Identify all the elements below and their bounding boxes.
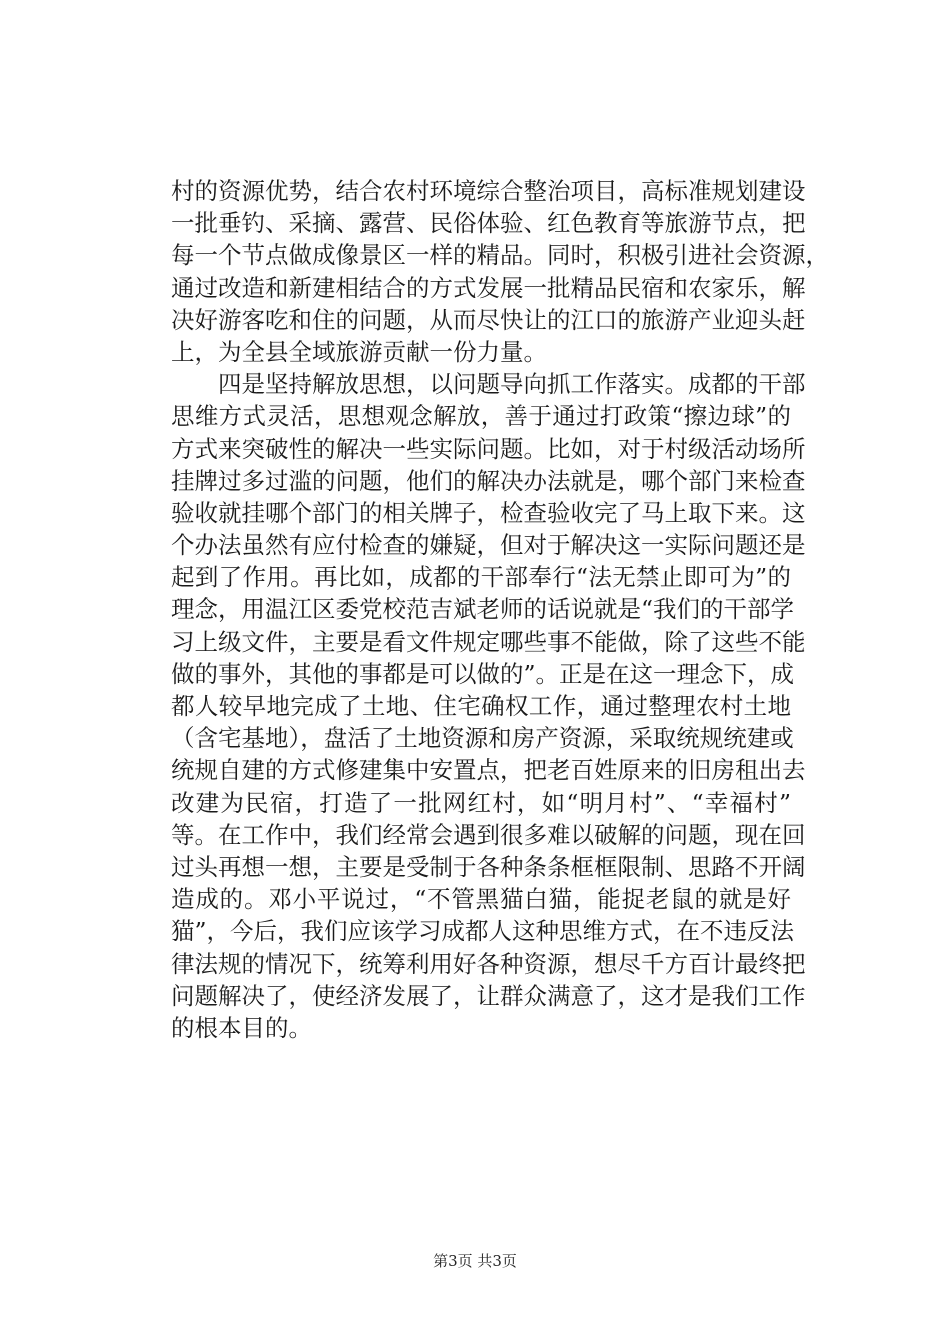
text-line: 上，为全县全域旅游贡献一份力量。 xyxy=(171,337,547,366)
text-line: 挂牌过多过滥的问题，他们的解决办法就是，哪个部门来检查 xyxy=(171,466,806,495)
page-number-label: 第3页 共3页 xyxy=(433,1252,517,1270)
text-line: 问题解决了，使经济发展了，让群众满意了，这才是我们工作 xyxy=(171,981,806,1010)
text-line: 律法规的情况下，统筹利用好各种资源，想尽千方百计最终把 xyxy=(171,949,806,978)
text-line: 造成的。邓小平说过，“不管黑猫白猫，能捉老鼠的就是好 xyxy=(171,885,791,914)
text-line: 做的事外，其他的事都是可以做的”。正是在这一理念下，成 xyxy=(171,659,795,688)
text-line: 理念，用温江区委党校范吉斌老师的话说就是“我们的干部学 xyxy=(171,595,795,624)
text-line: 村的资源优势，结合农村环境综合整治项目，高标准规划建设 xyxy=(171,177,806,205)
text-line: 的根本目的。 xyxy=(171,1013,312,1042)
document-body xyxy=(171,175,829,1044)
text-line: 决好游客吃和住的问题，从而尽快让的江口的旅游产业迎头赶 xyxy=(171,305,806,334)
text-line: 通过改造和新建相结合的方式发展一批精品民宿和农家乐，解 xyxy=(171,273,806,302)
text-line: 个办法虽然有应付检查的嫌疑，但对于解决这一实际问题还是 xyxy=(171,531,806,560)
text-line: 一批垂钓、采摘、露营、民俗体验、红色教育等旅游节点，把 xyxy=(171,209,806,238)
page-footer xyxy=(0,1250,950,1271)
text-line: 统规自建的方式修建集中安置点，把老百姓原来的旧房租出去 xyxy=(171,756,806,785)
text-line: 习上级文件，主要是看文件规定哪些事不能做，除了这些不能 xyxy=(171,627,806,656)
text-line: 改建为民宿，打造了一批网红村，如“明月村”、“幸福村” xyxy=(171,788,791,817)
text-line: 验收就挂哪个部门的相关牌子，检查验收完了马上取下来。这 xyxy=(171,498,806,527)
text-line: 猫”，今后，我们应该学习成都人这种思维方式，在不违反法 xyxy=(171,917,795,946)
text-line: 思维方式灵活，思想观念解放，善于通过打政策“擦边球”的 xyxy=(171,402,791,431)
text-line: 过头再想一想，主要是受制于各种条条框框限制、思路不开阔 xyxy=(171,852,806,881)
text-line: 起到了作用。再比如，成都的干部奉行“法无禁止即可为”的 xyxy=(171,563,791,592)
text-line: 等。在工作中，我们经常会遇到很多难以破解的问题，现在回 xyxy=(171,820,806,849)
text-line: （含宅基地），盘活了土地资源和房产资源，采取统规统建或 xyxy=(171,724,794,753)
text-line: 都人较早地完成了土地、住宅确权工作，通过整理农村土地 xyxy=(171,692,791,720)
text-line: 方式来突破性的解决一些实际问题。比如，对于村级活动场所 xyxy=(171,434,806,463)
text-line: 四是坚持解放思想，以问题导向抓工作落实。成都的干部 xyxy=(171,370,806,399)
text-line: 每一个节点做成像景区一样的精品。同时，积极引进社会资源， xyxy=(171,241,829,270)
